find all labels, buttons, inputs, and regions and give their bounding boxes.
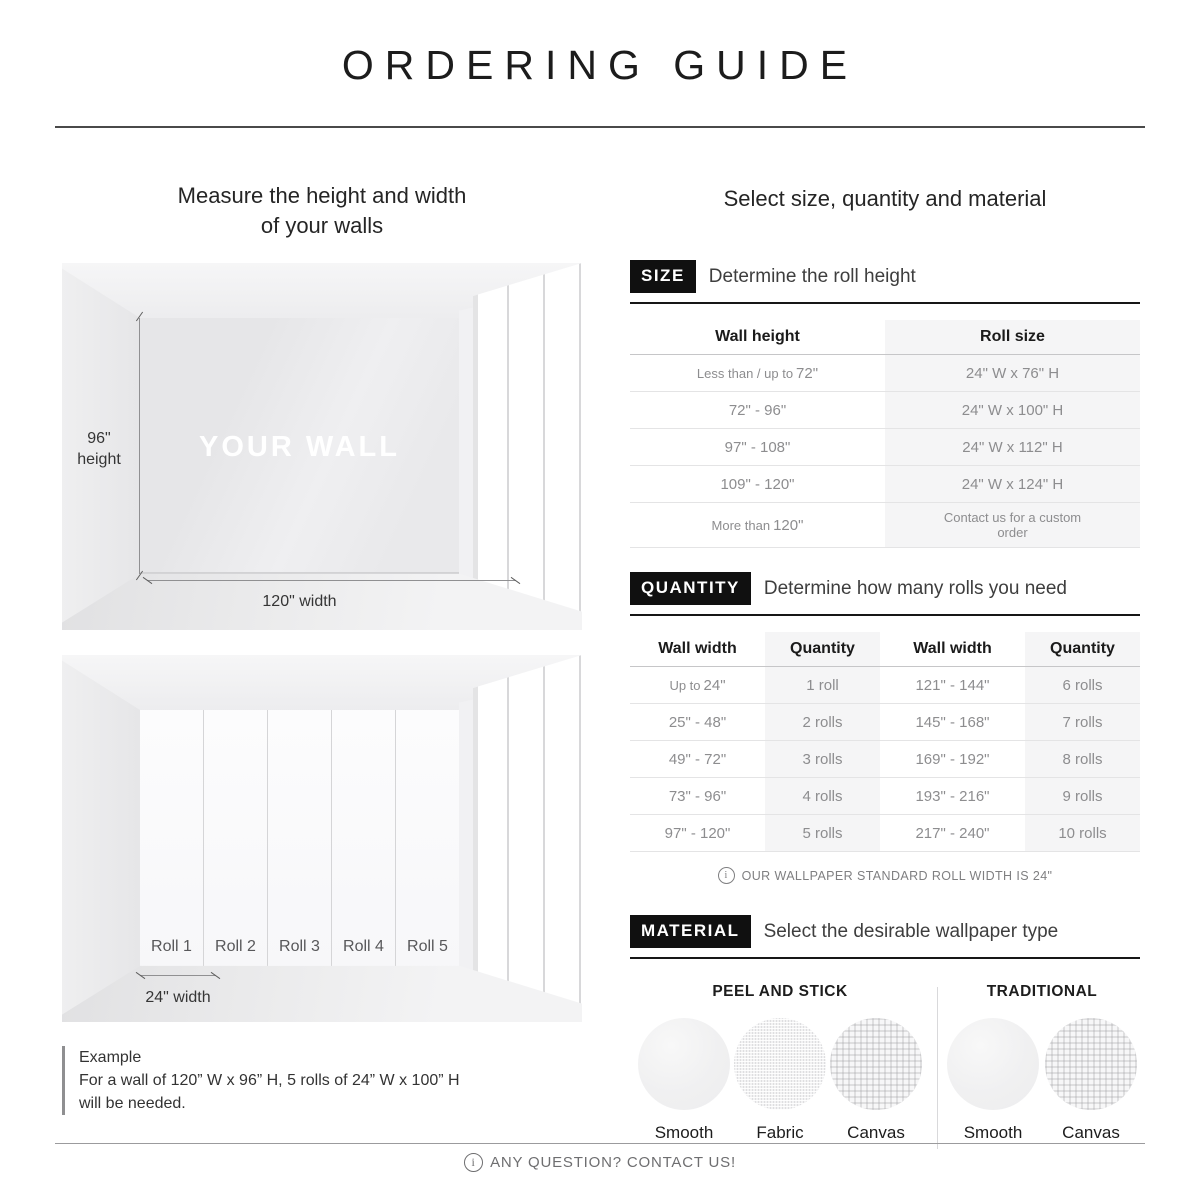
- roll-width-dimension-line: [140, 975, 216, 976]
- traditional-group: [944, 983, 1140, 1149]
- room-window-pier: [459, 307, 474, 582]
- footer-text: ANY QUESTION? CONTACT US!: [490, 1154, 736, 1171]
- swatch-label: Canvas: [847, 1123, 905, 1142]
- size-row: [630, 503, 1140, 548]
- qty-quantity: 6 rolls: [1025, 667, 1140, 703]
- wallpaper-panel: [268, 710, 332, 966]
- traditional-title: TRADITIONAL: [986, 983, 1098, 1000]
- size-roll: 24" W x 124" H: [885, 466, 1140, 502]
- measure-heading: [62, 181, 582, 241]
- your-wall-label: YOUR WALL: [199, 430, 400, 463]
- peel-and-stick-group: [630, 983, 930, 1149]
- qty-wall-width: 217" - 240": [915, 824, 990, 842]
- qty-quantity: 5 rolls: [765, 815, 880, 851]
- roll-label: Roll 1: [151, 938, 192, 955]
- wallpaper-panel: [396, 710, 459, 966]
- example-block: [62, 1046, 579, 1115]
- wallpaper-panel: [204, 710, 268, 966]
- height-word: height: [77, 451, 121, 468]
- canvas-texture-icon: [1045, 1018, 1137, 1110]
- measure-heading-line1: Measure the height and width: [177, 183, 467, 208]
- room-window: [473, 655, 582, 1022]
- qty-wall-width: 169" - 192": [915, 750, 990, 768]
- wallpaper-panels: [140, 710, 459, 966]
- size-roll: Contact us for a custom order: [885, 503, 1140, 547]
- qty-wall-width: 49" - 72": [668, 750, 727, 768]
- material-groups: [630, 983, 1140, 1149]
- quantity-row: [630, 667, 1140, 704]
- material-divider: [937, 987, 938, 1149]
- qty-wall-width: [630, 667, 765, 703]
- room-window-pier: [459, 699, 474, 974]
- qty-wall-width: 145" - 168": [915, 713, 990, 731]
- qty-quantity: 7 rolls: [1025, 704, 1140, 740]
- qty-quantity: 8 rolls: [1025, 741, 1140, 777]
- select-heading: Select size, quantity and material: [723, 186, 1047, 211]
- size-wall-height: [630, 392, 885, 428]
- material-subtitle: Select the desirable wallpaper type: [763, 920, 1059, 942]
- size-badge: SIZE: [630, 260, 696, 293]
- example-line1: For a wall of 120” W x 96” H, 5 rolls of 24” W x 100” H: [79, 1072, 460, 1089]
- size-row: [630, 392, 1140, 429]
- room-illustration-measure: [62, 263, 582, 630]
- size-range: 120": [773, 516, 804, 534]
- qty-col-quantity: Quantity: [765, 632, 880, 666]
- qty-col-wall-width: Wall width: [658, 640, 737, 657]
- qty-quantity: 9 rolls: [1025, 778, 1140, 814]
- height-dimension-label: [66, 428, 132, 470]
- swatch-row: [944, 1018, 1140, 1143]
- quantity-row: [630, 741, 1140, 778]
- size-prefix: More than: [711, 517, 771, 533]
- qty-prefix: Up to: [669, 677, 701, 693]
- room-left-wall: [62, 655, 140, 1022]
- roll-width-note: [630, 867, 1140, 884]
- width-dimension-label: 120" width: [262, 593, 337, 610]
- material-section: [630, 915, 1140, 1149]
- size-wall-height: [630, 429, 885, 465]
- qty-quantity: 4 rolls: [765, 778, 880, 814]
- qty-wall-width: 73" - 96": [668, 787, 727, 805]
- smooth-texture-icon: [947, 1018, 1039, 1110]
- qty-wall-width: 193" - 216": [915, 787, 990, 805]
- size-section-header: [630, 260, 1140, 304]
- swatch-row: [630, 1018, 930, 1143]
- quantity-section: [630, 572, 1140, 884]
- quantity-row: [630, 704, 1140, 741]
- material-badge: MATERIAL: [630, 915, 751, 948]
- width-dimension-line: [147, 580, 516, 581]
- fabric-texture-icon: [734, 1018, 826, 1110]
- size-prefix: Less than / up to: [696, 365, 794, 381]
- swatch-label: Fabric: [756, 1123, 804, 1142]
- qty-wall-width: 97" - 120": [664, 824, 731, 842]
- swatch-canvas: [828, 1018, 924, 1143]
- size-range: 72": [796, 364, 819, 382]
- height-dimension-line: [139, 318, 140, 574]
- page-title: ORDERING GUIDE: [341, 42, 859, 88]
- smooth-texture-icon: [638, 1018, 730, 1110]
- size-table-header: [630, 320, 1140, 355]
- canvas-texture-icon: [830, 1018, 922, 1110]
- qty-wall-width: 121" - 144": [915, 676, 990, 694]
- room-illustration-rolls: [62, 655, 582, 1022]
- size-wall-height: [630, 355, 885, 391]
- room-window: [473, 263, 582, 630]
- example-title: Example: [79, 1049, 142, 1066]
- swatch-label: Canvas: [1062, 1123, 1120, 1142]
- roll-label: Roll 2: [215, 938, 256, 955]
- header-divider: [55, 126, 1145, 128]
- swatch-label: Smooth: [654, 1123, 714, 1142]
- roll-label: Roll 3: [279, 938, 320, 955]
- size-roll: 24" W x 76" H: [885, 355, 1140, 391]
- swatch-smooth: [944, 1018, 1042, 1143]
- qty-quantity: 3 rolls: [765, 741, 880, 777]
- size-range: 97" - 108": [724, 438, 791, 456]
- info-icon: i: [464, 1153, 483, 1172]
- quantity-table-header: [630, 632, 1140, 667]
- size-table: [630, 320, 1140, 548]
- roll-label: Roll 5: [407, 938, 448, 955]
- size-range: 109" - 120": [720, 475, 795, 493]
- swatch-smooth: [636, 1018, 732, 1143]
- peel-and-stick-title: PEEL AND STICK: [712, 983, 848, 1000]
- footer-divider: [55, 1143, 1145, 1144]
- info-icon: i: [718, 867, 735, 884]
- quantity-row: [630, 815, 1140, 852]
- size-row: [630, 355, 1140, 392]
- swatch-fabric: [732, 1018, 828, 1143]
- qty-range: 24": [703, 676, 726, 694]
- swatch-label: Smooth: [963, 1123, 1023, 1142]
- size-wall-height: [630, 507, 885, 543]
- roll-label: Roll 4: [343, 938, 384, 955]
- qty-wall-width: 25" - 48": [668, 713, 727, 731]
- size-row: [630, 466, 1140, 503]
- size-wall-height: [630, 466, 885, 502]
- footer: [0, 1153, 1200, 1172]
- size-col-roll-size: Roll size: [885, 320, 1140, 354]
- size-roll: 24" W x 100" H: [885, 392, 1140, 428]
- room-back-wall: [140, 318, 459, 574]
- wallpaper-panel: [140, 710, 204, 966]
- height-value: 96": [87, 430, 111, 447]
- size-roll: 24" W x 112" H: [885, 429, 1140, 465]
- roll-width-note-text: OUR WALLPAPER STANDARD ROLL WIDTH IS 24": [741, 868, 1053, 883]
- quantity-badge: QUANTITY: [630, 572, 751, 605]
- size-range: 72" - 96": [728, 401, 787, 419]
- qty-col-wall-width: Wall width: [913, 640, 992, 657]
- measure-heading-line2: of your walls: [260, 213, 384, 238]
- quantity-section-header: [630, 572, 1140, 616]
- example-line2: will be needed.: [79, 1095, 186, 1112]
- qty-col-quantity: Quantity: [1025, 632, 1140, 666]
- size-subtitle: Determine the roll height: [708, 265, 916, 287]
- roll-width-dimension-label: 24" width: [145, 989, 211, 1006]
- quantity-row: [630, 778, 1140, 815]
- qty-quantity: 10 rolls: [1025, 815, 1140, 851]
- room-baseboard: [140, 572, 459, 574]
- swatch-canvas: [1042, 1018, 1140, 1143]
- size-row: [630, 429, 1140, 466]
- wallpaper-panel: [332, 710, 396, 966]
- quantity-table: [630, 632, 1140, 852]
- size-section: [630, 260, 1140, 548]
- qty-quantity: 1 roll: [765, 667, 880, 703]
- quantity-subtitle: Determine how many rolls you need: [763, 577, 1067, 599]
- material-section-header: [630, 915, 1140, 959]
- qty-quantity: 2 rolls: [765, 704, 880, 740]
- size-col-wall-height: Wall height: [715, 328, 800, 345]
